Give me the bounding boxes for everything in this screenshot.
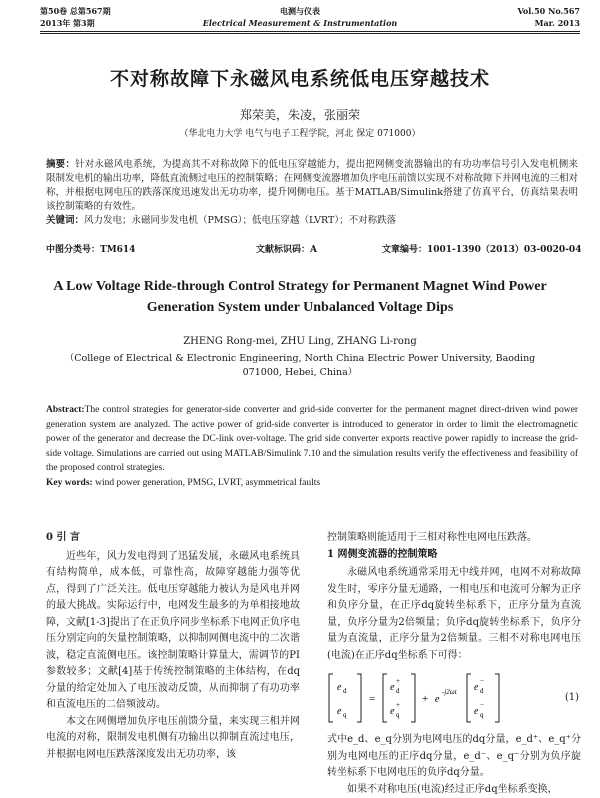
header-date-right: Mar. 2013 (535, 18, 580, 28)
header-volume-left: 第50卷 总第567期 (40, 6, 111, 16)
svg-text:q: q (396, 711, 400, 719)
authors-cn: 郑荣美，朱凌，张丽荣 (0, 106, 600, 123)
abstract-cn-label: 摘要： (46, 159, 75, 170)
paper-title-cn: 不对称故障下永磁风电系统低电压穿越技术 (0, 64, 600, 91)
abstract-en-text: The control strategies for generator-side converter and grid-side converter for the permanent magnet direct-driven wind power generation system are analyzed. The active power of grid-side converter is introduced to generator in order to limit the electromagnetic power of the generator and decrease the DC-link over-voltage. The grid side converter exports reactive power rapidly to increase the grid-side voltage. Simulations are carried out using MATLAB/Simulink 7.10 and the simulation results verify the effectiveness and feasibility of the proposed control strategies. (46, 405, 578, 473)
keywords-en-text: wind power generation, PMSG, LVRT, asymmetrical faults (95, 478, 320, 488)
svg-text:−: − (480, 701, 484, 709)
equation-1-number: (1) (565, 690, 579, 707)
intro-paragraph-2: 本文在网侧增加负序电压前馈分量，来实现三相并网电流的对称，限制发电机侧有功输出以抑制直流过电压，并根据电网电压跌落深度发出无功功率，该 (46, 714, 300, 764)
svg-text:d: d (396, 687, 400, 695)
body-column-left (46, 530, 300, 763)
abstract-cn-text: 针对永磁风电系统，为提高其不对称故障下的低电压穿越能力，提出把网侧变流器输出的有功功率信号引入发电机侧来限制发电机的输出功率，降低直流侧过电压的控制策略；在网侧变流器增加负序电压前馈以实现不对称故障下并网电流的三相对称，并根据电网电压的跌落深度迅速发出无功功率，提升网侧电压。基于MATLAB/Simulink搭建了仿真平台，仿真结果表明该控制策略的有效性。 (46, 159, 578, 212)
section-heading-introduction: 0 引 言 (46, 530, 300, 547)
svg-text:+: + (396, 677, 400, 685)
svg-text:e: e (474, 706, 479, 717)
affiliation-en: （College of Electrical & Electronic Engineering, North China Electric Power University, Baoding 071000, Hebei, China） (60, 352, 540, 380)
clc-number: 中图分类号：TM614 (46, 242, 135, 255)
svg-text:e: e (474, 682, 479, 693)
svg-text:−: − (480, 677, 484, 685)
section1-paragraph-2: 式中e_d、e_q分别为电网电压的dq分量，e_d⁺、e_q⁺分别为电网电压的正序dq分量，e_d⁻、e_q⁻分别为负序旋转坐标系下电网电压的负序dq分量。 (327, 732, 581, 782)
section1-paragraph-3: 如果不对称电压(电流)经过正序dq坐标系变换， (327, 782, 581, 798)
svg-text:q: q (343, 711, 347, 719)
header-rule-thin (40, 33, 580, 34)
svg-text:e: e (390, 706, 395, 717)
paper-title-en: A Low Voltage Ride-through Control Strategy for Permanent Magnet Wind Power Generation System under Unbalanced Voltage Dips (20, 276, 580, 318)
article-number: 文章编号：1001-1390（2013）03-0020-04 (382, 242, 581, 255)
body-column-right (327, 530, 581, 798)
svg-text:e: e (337, 706, 342, 717)
svg-text:d: d (343, 687, 347, 695)
svg-text:e: e (435, 694, 440, 705)
svg-text:+: + (396, 701, 400, 709)
keywords-cn-label: 关键词： (46, 215, 84, 226)
abstract-en-label: Abstract: (46, 405, 85, 415)
header-rule (40, 31, 580, 32)
abstract-cn (46, 158, 578, 228)
header-year-left: 2013年 第3期 (40, 18, 95, 28)
section1-paragraph-1: 永磁风电系统通常采用无中线并网，电网不对称故障发生时，零序分量无通路，一相电压和电流可分解为正序和负序分量，在正序dq旋转坐标系下，正序分量为直流量，负序分量为2倍频量；负序dq旋转坐标系下，负序分量为直流量，正序分量为2倍频量。三相不对称电网电压(电流)在正序dq坐标系下可得： (327, 565, 581, 664)
keywords-en-label: Key words: (46, 478, 93, 488)
svg-text:d: d (480, 687, 484, 695)
svg-text:=: = (369, 693, 375, 705)
section-heading-grid-converter: 1 网侧变流器的控制策略 (327, 547, 581, 564)
svg-text:-j2ωt: -j2ωt (442, 688, 458, 696)
svg-text:e: e (337, 682, 342, 693)
header-journal-cn: 电测与仪表 (0, 6, 600, 16)
equation-1 (327, 670, 581, 726)
svg-text:e: e (390, 682, 395, 693)
authors-en: ZHENG Rong-mei, ZHU Ling, ZHANG Li-rong (0, 336, 600, 347)
right-continuation-text: 控制策略则能适用于三相对称性电网电压跌落。 (327, 530, 581, 547)
header-volume-right: Vol.50 No.567 (517, 6, 580, 16)
affiliation-cn: （华北电力大学 电气与电子工程学院，河北 保定 071000） (0, 126, 600, 139)
intro-paragraph-1: 近些年，风力发电得到了迅猛发展，永磁风电系统具有结构简单，成本低，可靠性高，故障穿越能力强等优点，得到了广泛关注。低电压穿越能力被认为是风电并网的最大挑战。实际运行中，电网发生最多的为单相接地故障，文献[1-3]提出了在正负序同步坐标系下电网正负序电压分别定向的矢量控制策略，以抑制网侧电流中的二次谐波，稳定直流侧电压。该控制策略计算量大，需调节的PI参数较多；文献[4]基于传统控制策略的主体结构，在dq分量的给定处加入了电压波动反馈，从而抑制了有功功率和直流电压的二倍频波动。 (46, 549, 300, 714)
svg-text:+: + (422, 693, 428, 705)
abstract-en (46, 403, 578, 490)
header-journal-en: Electrical Measurement & Instrumentation (0, 18, 600, 28)
svg-text:q: q (480, 711, 484, 719)
document-code: 文献标识码：A (256, 242, 317, 255)
keywords-cn-text: 风力发电；永磁同步发电机（PMSG）；低电压穿越（LVRT）；不对称跌落 (84, 215, 396, 226)
equation-1-graphic (327, 670, 527, 726)
